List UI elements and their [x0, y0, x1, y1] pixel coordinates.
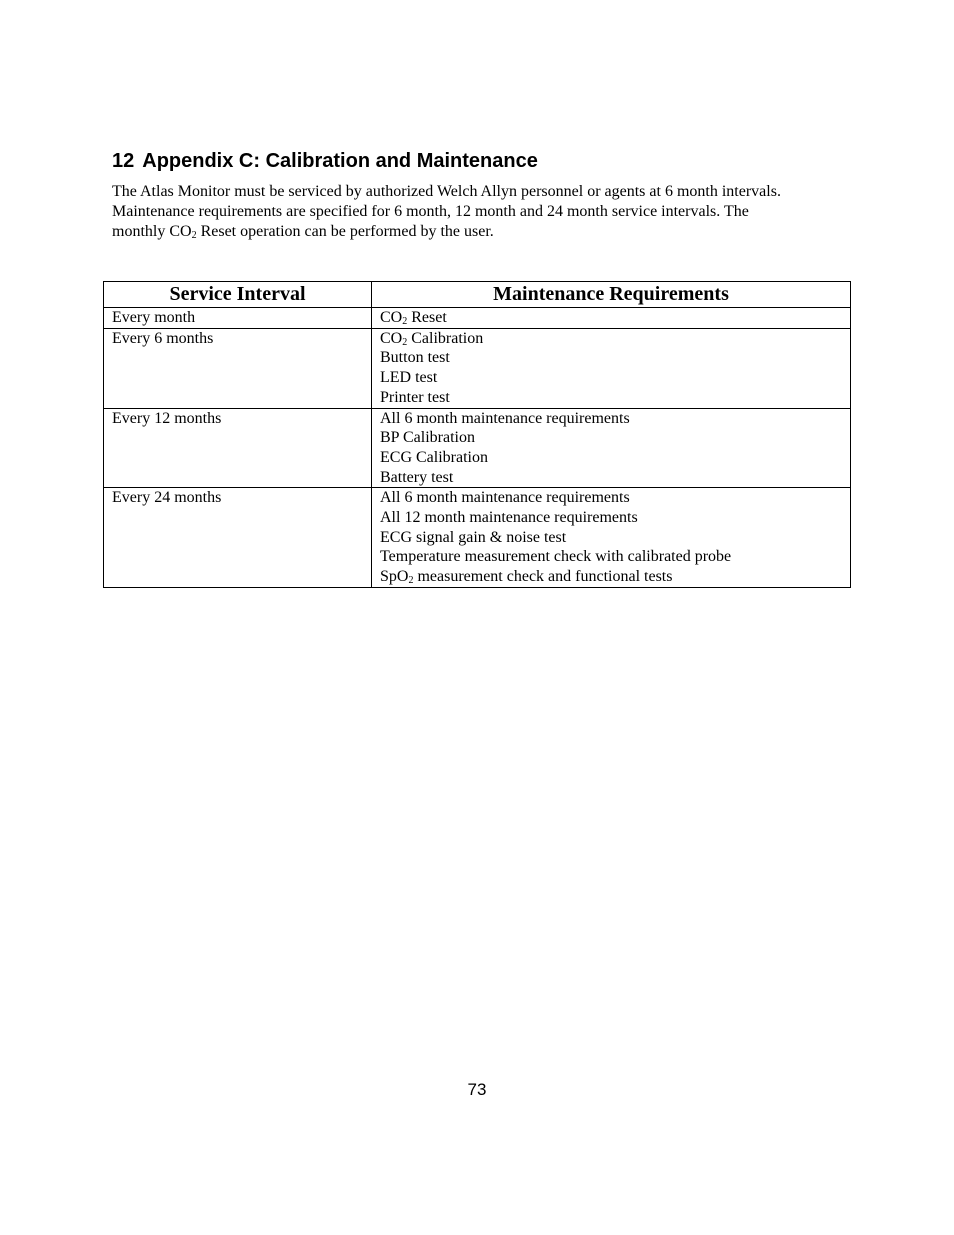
requirement-item [380, 547, 842, 567]
table-row [104, 328, 851, 408]
intro-paragraph [112, 182, 852, 242]
requirement-item [380, 428, 842, 448]
requirement-item [380, 348, 842, 368]
requirement-text: Temperature measurement check with calibrated probe [380, 548, 732, 566]
requirement-text: Battery test [380, 468, 454, 486]
requirement-text: BP Calibration [380, 429, 475, 447]
service-interval-cell: Every 12 months [104, 408, 372, 488]
requirement-item [380, 329, 842, 349]
page-number: 73 [467, 1080, 487, 1099]
requirement-item [380, 388, 842, 408]
table-row [104, 308, 851, 329]
column-header-maintenance-requirements: Maintenance Requirements [372, 282, 851, 308]
requirement-text: All 6 month maintenance requirements [380, 489, 630, 507]
section-title: Appendix C: Calibration and Maintenance [142, 149, 538, 172]
requirements-cell [372, 408, 851, 488]
intro-line: The Atlas Monitor must be serviced by authorized Welch Allyn personnel or agents at 6 month intervals. [112, 183, 781, 200]
intro-text: Reset operation can be performed by the user. [196, 223, 494, 240]
requirement-text: SpO [380, 568, 409, 586]
intro-text: monthly CO [112, 223, 192, 240]
requirement-item [380, 308, 842, 328]
service-interval-cell: Every 24 months [104, 488, 372, 588]
requirement-item [380, 508, 842, 528]
section-heading [112, 148, 538, 174]
requirement-item [380, 528, 842, 548]
requirement-item [380, 488, 842, 508]
service-interval-cell: Every 6 months [104, 328, 372, 408]
table-header-row [104, 282, 851, 308]
subscript: 2 [408, 575, 414, 587]
requirement-text: All 6 month maintenance requirements [380, 409, 630, 427]
intro-line [112, 222, 852, 242]
table-body [104, 308, 851, 588]
intro-line: Maintenance requirements are specified for 6 month, 12 month and 24 month service intervals. The [112, 203, 749, 220]
requirement-item [380, 468, 842, 488]
subscript: 2 [402, 336, 408, 348]
requirement-text: Reset [407, 309, 447, 326]
requirements-cell [372, 328, 851, 408]
requirement-text: Calibration [407, 329, 484, 347]
requirement-item [380, 368, 842, 388]
requirement-text: measurement check and functional tests [413, 568, 673, 586]
requirement-text: LED test [380, 369, 438, 387]
requirements-cell [372, 488, 851, 588]
section-number: 12 [112, 149, 135, 172]
requirements-cell [372, 308, 851, 329]
column-header-service-interval: Service Interval [104, 282, 372, 308]
table-row [104, 408, 851, 488]
subscript: 2 [191, 230, 197, 241]
subscript: 2 [402, 316, 408, 327]
requirement-text: CO [380, 309, 403, 326]
service-interval-cell: Every month [104, 308, 372, 329]
requirement-text: All 12 month maintenance requirements [380, 509, 638, 527]
requirement-text: Button test [380, 349, 450, 367]
requirement-item [380, 567, 842, 587]
requirement-text: ECG signal gain & noise test [380, 528, 567, 546]
requirement-text: Printer test [380, 388, 450, 406]
requirement-text: CO [380, 329, 403, 347]
requirement-item [380, 448, 842, 468]
table-row [104, 488, 851, 588]
requirement-item [380, 409, 842, 429]
maintenance-table [103, 281, 851, 588]
requirement-text: ECG Calibration [380, 448, 488, 466]
